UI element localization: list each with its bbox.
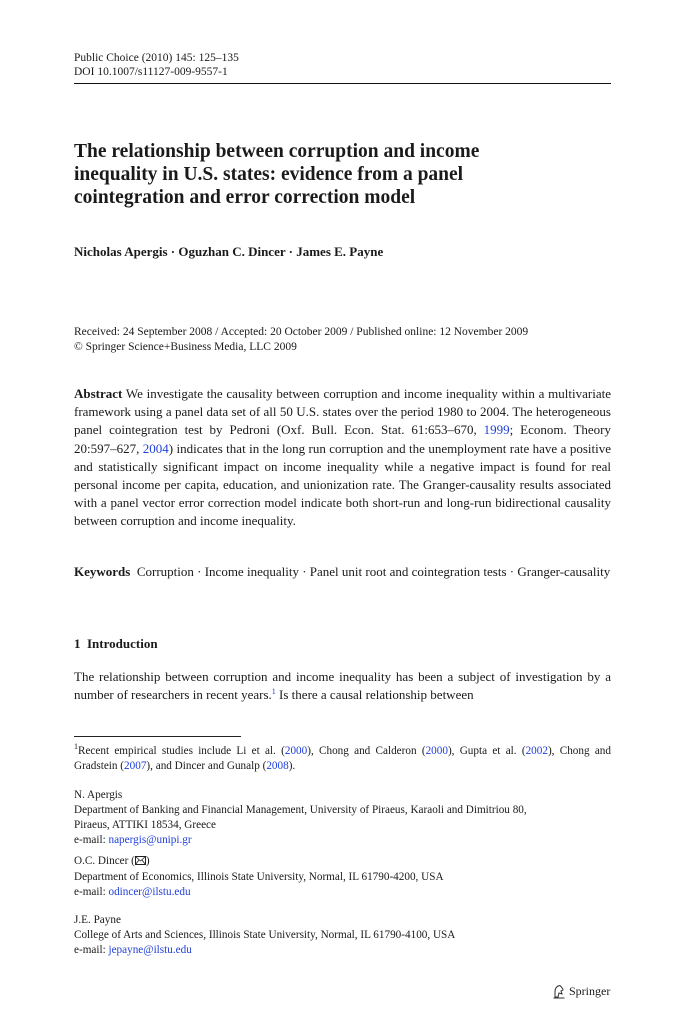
section-heading: 1 Introduction xyxy=(74,636,158,651)
affiliation-apergis: N. Apergis Department of Banking and Financial Management, University of Piraeus, Karaoli and Dimitriou 80, Piraeus, ATTIKI 18534, Greece e-mail: napergis@unipi.gr xyxy=(74,789,527,846)
citation-link[interactable]: 1999 xyxy=(483,422,510,438)
date-history: Received: 24 September 2008 / Accepted: 20 October 2009 / Published online: 12 November 2009 xyxy=(74,326,529,338)
intro-paragraph: The relationship between corruption and income inequality has been a subject of investigation by a number of researchers in recent years.$^1$ Is there a causal relationship between xyxy=(74,669,611,703)
doi: DOI 10.1007/s11127-009-9557-1 xyxy=(74,66,228,78)
email-link[interactable]: jepayne@ilstu.edu xyxy=(108,944,192,956)
header-rule xyxy=(74,83,611,84)
keywords-label: Keywords xyxy=(74,564,131,579)
footnote: $^1$Recent empirical studies include Li et al. (2000), Chong and Calderon (2000), Gupta et al. (2002), Chong and Gradstein (2007), and Dincer and Gunalp (2008). xyxy=(74,742,611,772)
publication-dates xyxy=(74,325,528,354)
springer-horse-icon xyxy=(552,984,566,999)
citation-link[interactable]: 2000 xyxy=(425,745,448,757)
footnote-rule xyxy=(74,736,241,737)
affiliation-payne: J.E. Payne College of Arts and Sciences, Illinois State University, Normal, IL 61790-4100, USA e-mail: jepayne@ilstu.edu xyxy=(74,914,456,956)
author-list: Nicholas Apergis · Oguzhan C. Dincer · James E. Payne xyxy=(74,244,384,259)
abstract: Abstract We investigate the causality between corruption and income inequality within a multivariate framework using a panel data set of all 50 U.S. states over the period 1980 to 2004. The heterogeneous panel cointegration test by Pedroni (Oxf. Bull. Econ. Stat. 61:653–670, 1999; Econom. Theory 20:597–627, 2004) indicates that in the long run corruption and the unemployment rate have a positive and statistically significant impact on income inequality while a negative impact is found for real personal income per capita, education, and unionization rate. The Granger-causality results associated with a panel vector error correction model indicate both short-run and long-run bidirectional causality between corruption and income inequality. xyxy=(74,386,611,529)
email-link[interactable]: napergis@unipi.gr xyxy=(108,834,192,846)
email-link[interactable]: odincer@ilstu.edu xyxy=(108,886,191,898)
affiliation-dincer: O.C. Dincer ( ) Department of Economics, Illinois State University, Normal, IL 61790-4200, USA e-mail: odincer@ilstu.edu xyxy=(74,855,444,898)
springer-wordmark: Springer xyxy=(569,984,611,998)
keywords: Keywords Corruption · Income inequality · Panel unit root and cointegration tests · Granger-causality xyxy=(74,564,611,579)
paper-title: The relationship between corruption and income inequality in U.S. states: evidence from a panel cointegration and error correction model xyxy=(74,141,480,208)
journal-header xyxy=(74,51,239,79)
copyright: © Springer Science+Business Media, LLC 2009 xyxy=(74,340,297,353)
citation-link[interactable]: 2000 xyxy=(284,745,308,757)
citation-link[interactable]: 2002 xyxy=(525,745,548,757)
citation-link[interactable]: 2007 xyxy=(124,760,147,772)
footnote-ref-link[interactable]: 1 xyxy=(271,687,276,697)
citation-link[interactable]: 2004 xyxy=(142,440,169,456)
springer-logo xyxy=(552,984,610,999)
citation-link[interactable]: 2008 xyxy=(266,760,289,772)
journal-citation: Public Choice (2010) 145: 125–135 xyxy=(74,52,239,64)
abstract-label: Abstract xyxy=(74,386,123,401)
envelope-icon xyxy=(135,855,146,870)
